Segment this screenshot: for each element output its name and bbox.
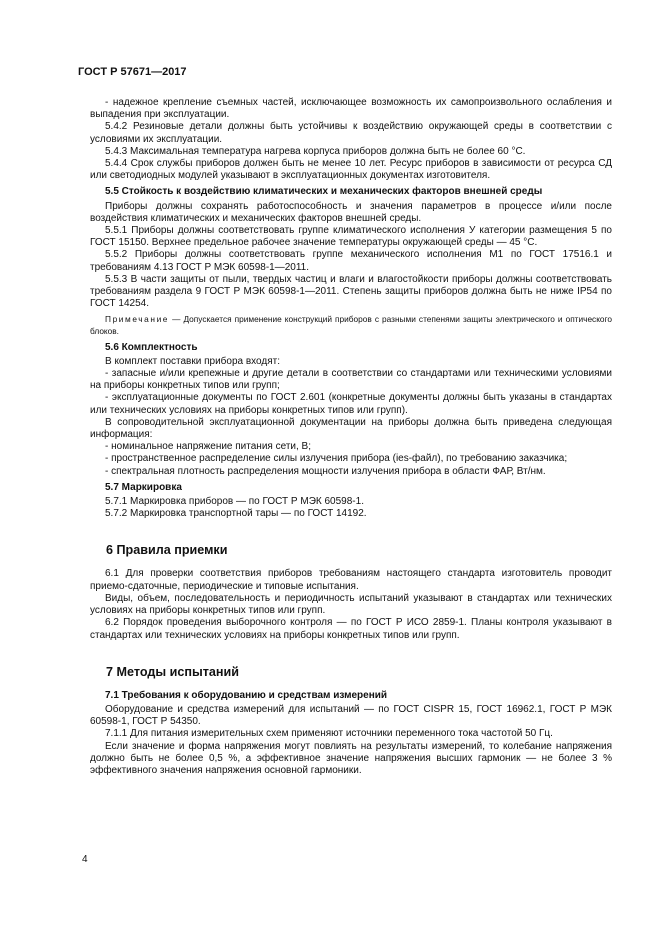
note-text: — Допускается применение конструкций приборов с разными степенями защиты электрического и оптического блоков. [90, 314, 612, 337]
section-heading-7-1: 7.1 Требования к оборудованию и средствам измерений [105, 689, 388, 701]
paragraph: Если значение и форма напряжения могут повлиять на результаты измерений, то колебание напряжения должно быть не более 0,5 %, а эффективное значение напряжения высших гармоник — не более 3 % эффективного значения напряжения основной гармоники. [90, 740, 612, 776]
section-heading-5-6: 5.6 Комплектность [105, 341, 198, 353]
section-heading-5-5: 5.5 Стойкость к воздействию климатических и механических факторов внешней среды [105, 186, 543, 198]
paragraph: 5.5.2 Приборы должны соответствовать группе механического исполнения М1 по ГОСТ 17516.1 и требованиям 4.13 ГОСТ Р МЭК 60598-1—2011. [90, 249, 612, 273]
document-body [90, 97, 612, 777]
note [90, 314, 612, 337]
paragraph: В сопроводительной эксплуатационной документации на приборы должна быть приведена следующая информация: [90, 416, 612, 441]
document-header: ГОСТ Р 57671—2017 [78, 66, 187, 78]
paragraph: Виды, объем, последовательность и периодичность испытаний указывают в стандартах или технических условиях на приборы конкретных типов или групп. [90, 592, 612, 617]
paragraph: Приборы должны сохранять работоспособность и значения параметров в процессе и/или после воздействия климатических и механических факторов внешней среды. [90, 200, 612, 224]
section-heading-7: 7 Методы испытаний [106, 664, 239, 679]
paragraph: 5.7.1 Маркировка приборов — по ГОСТ Р МЭК 60598-1. [105, 496, 364, 508]
list-item: - спектральная плотность распределения мощности излучения прибора в области ФАР, Вт/нм. [105, 465, 546, 477]
paragraph: 5.5.1 Приборы должны соответствовать группе климатического исполнения У категории размещения 5 по ГОСТ 15150. Верхнее предельное рабочее значение температуры окружающей среды — 45 °С. [90, 225, 612, 249]
page-number: 4 [82, 854, 88, 865]
paragraph: 5.4.3 Максимальная температура нагрева корпуса приборов должна быть не более 60 °С. [105, 145, 526, 157]
paragraph: 5.4.2 Резиновые детали должны быть устойчивы к воздействию окружающей среды в соответствии с условиями их эксплуатации. [90, 121, 612, 145]
paragraph: - надежное крепление съемных частей, исключающее возможность их самопроизвольного ослабления и выпадения при эксплуатации. [90, 97, 612, 121]
list-item: - запасные и/или крепежные и другие детали в соответствии со стандартами или техническими условиями на приборы конкретных типов или групп; [90, 368, 612, 392]
paragraph: Оборудование и средства измерений для испытаний — по ГОСТ CISPR 15, ГОСТ 16962.1, ГОСТ Р МЭК 60598-1, ГОСТ Р 54350. [90, 703, 612, 728]
paragraph: 7.1.1 Для питания измерительных схем применяют источники переменного тока частотой 50 Гц. [105, 728, 553, 740]
paragraph: 5.7.2 Маркировка транспортной тары — по ГОСТ 14192. [105, 508, 367, 520]
paragraph: 6.1 Для проверки соответствия приборов требованиям настоящего стандарта изготовитель проводит приемо-сдаточные, периодические и типовые испытания. [90, 568, 612, 592]
note-label: Примечание [105, 314, 170, 325]
paragraph: В комплект поставки прибора входят: [105, 355, 280, 367]
paragraph: 6.2 Порядок проведения выборочного контроля — по ГОСТ Р ИСО 2859-1. Планы контроля указывают в стандартах или технических условиях на приборы конкретных типов или групп. [90, 617, 612, 641]
paragraph: 5.4.4 Срок службы приборов должен быть не менее 10 лет. Ресурс приборов в зависимости от ресурса СД или светодиодных модулей указывают в эксплуатационных документах изготовителя. [90, 158, 612, 182]
list-item: - пространственное распределение силы излучения прибора (ies-файл), по требованию заказчика; [105, 453, 568, 465]
paragraph: 5.5.3 В части защиты от пыли, твердых частиц и влаги и влагостойкости приборы должны соответствовать требованиям раздела 9 ГОСТ Р МЭК 60598-1—2011. Степень защиты приборов должна быть не ниже IP54 по ГОСТ 14254. [90, 273, 612, 310]
list-item: - эксплуатационные документы по ГОСТ 2.601 (конкретные документы должны быть указаны в стандартах или технических условиях на приборы конкретных типов или групп). [90, 392, 612, 416]
section-heading-6: 6 Правила приемки [106, 543, 228, 558]
section-heading-5-7: 5.7 Маркировка [105, 481, 182, 493]
list-item: - номинальное напряжение питания сети, В; [105, 441, 312, 453]
